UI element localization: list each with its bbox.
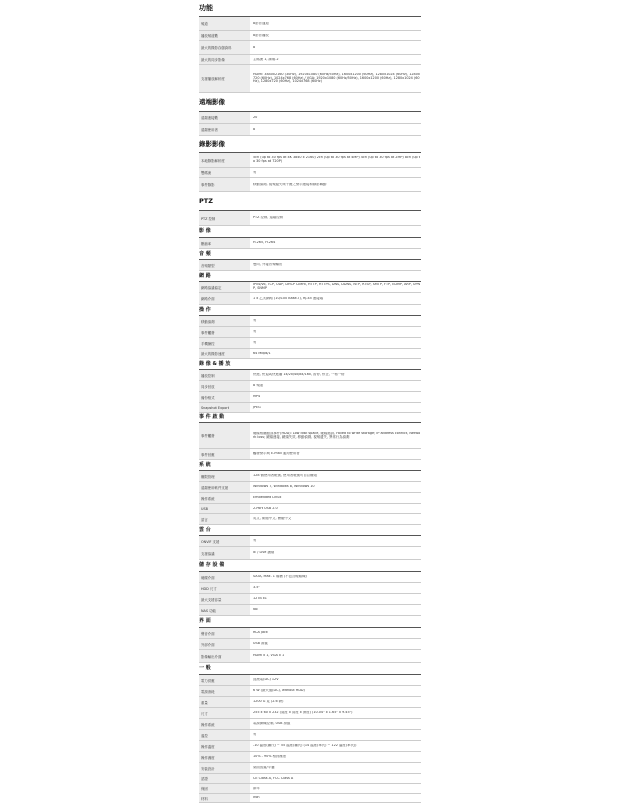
spec-label: 音頻類型 [199,260,250,270]
spec-label: 備份格式 [199,392,250,402]
spec-row [199,124,421,136]
spec-label: 保固 [199,784,250,793]
spec-label: 事件觸發 [199,327,250,337]
section-title: 網 路 [199,271,421,282]
section-title: 錄 像 & 播 放 [199,359,421,370]
spec-label: 雙碼流 [199,168,250,177]
spec-value: 20 [253,115,258,119]
spec-value: 主碼流 1, 副碼 2 [253,57,279,61]
spec-row [199,17,421,31]
spec-row [199,112,421,124]
spec-row [199,31,421,41]
spec-row [199,260,421,271]
spec-row [199,381,421,392]
section-title: 儲 存 設 備 [199,560,421,572]
spec-value: 8影音播放 [253,33,269,37]
spec-label: 材料 [199,794,250,802]
spec-label: 遙控 [199,730,250,740]
spec-value: USB 滑鼠 [253,642,268,646]
spec-label: 支援播放解析度 [199,65,250,92]
section-title: 影 像 [199,226,421,238]
section-title: 功能 [199,0,421,17]
spec-row [199,282,421,293]
spec-label: 頻道 [199,17,250,30]
spec-value: 有 [253,341,257,345]
spec-row [199,536,421,547]
spec-row [199,763,421,774]
section-title: 雲 台 [199,525,421,536]
spec-value: IE / Live 瀏覽 [253,551,275,555]
spec-row [199,514,421,525]
spec-row [199,594,421,605]
spec-value: 有 [253,170,257,174]
spec-row [199,327,421,338]
spec-label: 網路介面 [199,293,250,304]
spec-label: 移動偵測 [199,316,250,326]
spec-value: 觸發警示與 E-mail 通知使用者 [253,452,300,456]
section-title: 事 件 啟 動 [199,413,421,423]
spec-row [199,349,421,359]
spec-value: 兩年 [253,786,260,790]
spec-row [199,784,421,794]
spec-label: 播放頻道數 [199,31,250,40]
spec-label: 事件觸發 [199,423,250,448]
section-title: 音 頻 [199,249,421,260]
spec-row [199,752,421,763]
spec-row [199,168,421,178]
spec-row [199,392,421,403]
spec-value: 有 [253,319,257,323]
spec-value: Iron [253,796,260,800]
spec-row [199,178,421,192]
spec-label: NAS 功能 [199,605,250,615]
spec-value: IPv4/v6, TCP, UDP, DHCP Client, HTTP, HTTPS, DNS, DDNS, NTP, RTSP, SMTP, FTP, EDMP, ARP, UPNP, SNMP [253,283,421,290]
spec-row [199,639,421,650]
spec-label: 聲音介面 [199,628,250,638]
spec-label: 本地錄影解析度 [199,153,250,167]
spec-value: 3.5" [253,586,260,590]
spec-value: 有 [253,539,257,543]
spec-row [199,449,421,460]
spec-row [199,65,421,93]
spec-label: 手機操控 [199,338,250,348]
spec-label: 最大的錄影速度 [199,349,250,358]
spec-row [199,794,421,803]
spec-label: 安裝設計 [199,763,250,773]
spec-row [199,572,421,583]
spec-label: 壓縮率 [199,238,250,248]
spec-value: H.265, H.264 [253,241,276,245]
spec-label: 操作系統 [199,493,250,503]
section-title: 一 般 [199,663,421,675]
spec-row [199,650,421,663]
spec-label: 最大的錄影存儲資料 [199,41,250,54]
spec-value: 10% - 90% 相對濕度 [253,755,287,759]
spec-label: Snapshot Export [199,403,250,412]
spec-label: 重量 [199,697,250,707]
spec-row [199,686,421,697]
spec-value: -10 溫度(攝氏) ~ 55 溫度(攝氏) (14 溫度(華氏) ~ 122 溫度(華氏)) [253,744,357,748]
spec-label: 尺寸 [199,708,250,718]
spec-row [199,55,421,65]
spec-value: SATA, Max. 1 碟槽 (不包含硬碟機) [253,575,307,579]
spec-value: MP4 [253,395,261,399]
spec-value: RCA Jack [253,631,268,635]
spec-label: 同步回放 [199,381,250,391]
spec-label: PTZ 控制 [199,211,250,225]
spec-row [199,708,421,719]
spec-value: PTZ 控制, 遠端控制 [253,216,284,220]
spec-label: 操作濕度 [199,752,250,762]
spec-row [199,471,421,482]
spec-row [199,605,421,616]
spec-row [199,211,421,226]
spec-value: 硬碟相關錯誤事件(HDD): Low disk space, 硬碟錯誤, Failed to write storage; IP address conflict, Network loss; 鏡頭連接, 鏡頭失效, 移動偵測, 視頻遺失, 異常行為偵測 [253,431,421,439]
spec-value: 移動偵測, 視頻遺失與千擾之警示連接和錄影聯動 [253,182,327,186]
spec-label: USB [199,504,250,513]
spec-value: HDMI x 1, VGA x 1 [253,654,285,658]
spec-row [199,153,421,168]
spec-label: 操作溫度 [199,741,250,751]
spec-row [199,504,421,514]
spec-row [199,583,421,594]
spec-label: 電源消耗 [199,686,250,696]
spec-row [199,774,421,784]
spec-label: 語言 [199,514,250,524]
spec-value: 雙向, 外接音頻輸出 [253,263,283,267]
spec-value: 6 W (最大值(DC), without HDD) [253,689,305,693]
spec-label: 電力供應 [199,675,250,685]
spec-row [199,293,421,305]
spec-label: 外部介面 [199,639,250,649]
spec-row [199,403,421,413]
spec-value: JPEG [253,405,261,409]
spec-value: 12TB x1 [253,597,267,601]
spec-value: Windows 7, Windows 8, Windows 10 [253,485,315,489]
spec-value: 5ch (up to 30 fps at 4K 3840 x 2160) 2ch (up to 30 fps at 4MP) 4ch (up to 30 fps at 2MP) 8ch (up to 30 fps at 720P) [253,156,421,163]
section-title: 錄影影像 [199,136,421,153]
spec-row [199,482,421,493]
spec-value: 8 頻道 [253,384,264,388]
spec-row [199,238,421,249]
spec-value: 有 [253,330,257,334]
spec-label: 支援協議 [199,547,250,559]
spec-row [199,41,421,55]
spec-row [199,423,421,449]
spec-row [199,547,421,560]
spec-label: 權限管理 [199,471,250,481]
spec-value: 電源開機控制, USB 滑鼠 [253,722,291,726]
spec-row [199,370,421,381]
spec-label: 硬碟介面 [199,572,250,582]
spec-value: 8 [253,127,256,131]
spec-value: 128 個使用者帳號, 使用者帳號可自訂權限 [253,474,317,478]
spec-value: 快進, 快退或快進播 1x/2x/4x/8x/16x, 暫停, 停止, 一格一格 [253,373,345,377]
spec-label: 播放控制 [199,370,250,380]
spec-value: HDMI: 3840x2160 (30Hz), 1920x1080 (60Hz/50Hz), 1600x1200 (60Hz), 1280x1024 (60Hz), 1280x720 (60Hz), 1024x768 (60Hz) / VGA: 1920x1080 (60Hz/50Hz), 1600x1200 (60Hz), 1280x1024 (60Hz), 1280x720 (60Hz), 1024x768 (60Hz) [253,72,420,84]
spec-row [199,741,421,752]
spec-value: Embedded Linux [253,496,282,500]
section-title: 界 面 [199,616,421,628]
spec-label: 遠端使用者 [199,124,250,135]
spec-row [199,697,421,708]
spec-label: 影像輸出介面 [199,650,250,662]
spec-row [199,338,421,349]
spec-row [199,316,421,327]
spec-label: 最大的同步影像 [199,55,250,64]
spec-value: No [253,608,258,612]
section-title: 系 統 [199,460,421,471]
spec-label: 遠端使用軟件支援 [199,482,250,492]
spec-label: 事件錄影 [199,178,250,191]
spec-label: 網路協議協定 [199,282,250,292]
spec-value: 255 x 60 x 232 (寬度 x 高度 x 深度) (10.04" x 1.65" x 9.45") [253,711,353,715]
spec-value: 桌面放置/平疊 [253,766,275,770]
spec-row [199,493,421,504]
spec-label: 認證 [199,774,250,783]
spec-label: ONVIF 支援 [199,536,250,546]
section-title: 遠端影像 [199,93,421,112]
spec-label: HDD 尺寸 [199,583,250,593]
spec-row [199,628,421,639]
spec-document [199,0,421,803]
spec-value: CE Class A, FCC Class A [253,776,294,780]
section-title: PTZ [199,192,421,211]
spec-value: 1200 G 克 (2.6 磅) [253,700,284,704]
spec-row [199,730,421,741]
spec-value: 64 Mbps/1 [253,351,271,355]
spec-value: 有 [253,733,257,737]
spec-value: 直流電(DC) 12V [253,678,279,682]
spec-value: 英文, 繁體中文, 簡體中文 [253,517,292,521]
spec-value: 2-Port USB 2.0 [253,506,278,510]
spec-label: 事件回應 [199,449,250,459]
spec-row [199,719,421,730]
spec-label: 遠端連接數 [199,112,250,123]
spec-value: 8 [253,45,256,49]
spec-value: 1 x 乙太網路 (10/100 Base-T), RJ-45 連接端 [253,296,324,300]
section-title: 操 作 [199,305,421,316]
spec-row [199,675,421,686]
spec-label: 操作系統 [199,719,250,729]
spec-value: 8影音通道 [253,21,269,25]
spec-label: 最大支援容量 [199,594,250,604]
